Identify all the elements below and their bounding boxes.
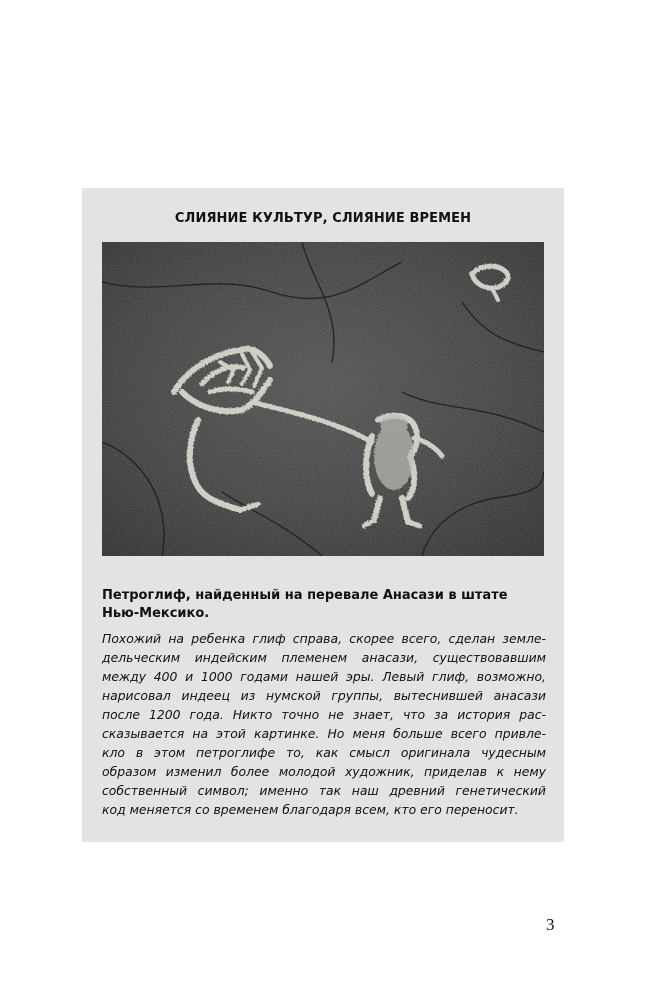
caption-line: между 400 и 1000 годами нашей эры. Левый глиф, возможно, — [102, 669, 546, 684]
caption-line: дельческим индейским племенем анасази, существовавшим — [102, 650, 546, 665]
caption-body — [102, 629, 546, 819]
petroglyph-image — [102, 242, 544, 556]
box-title: СЛИЯНИЕ КУЛЬТУР, СЛИЯНИЕ ВРЕМЕН — [174, 211, 472, 226]
caption-line: кло в этом петроглифе то, как смысл оригинала чудесным — [102, 745, 546, 760]
caption-lead: Петроглиф, найденный на перевале Анасази в штате Нью-Мексико. — [102, 588, 508, 621]
caption-line: Похожий на ребенка глиф справа, скорее всего, сделан земле- — [102, 631, 546, 646]
page-number: 3 — [546, 915, 555, 934]
caption-line: собственный символ; именно так наш древний генетический — [102, 783, 546, 798]
caption-line: нарисовал индеец из нумской группы, вытеснившей анасази — [102, 688, 546, 703]
caption-line: код меняется со временем благодаря всем, кто его переносит. — [102, 802, 519, 817]
caption-line: после 1200 года. Никто точно не знает, что за история рас- — [102, 707, 546, 722]
sidebar-box — [82, 188, 564, 842]
caption-line: сказывается на этой картинке. Но меня больше всего привле- — [102, 726, 546, 741]
petroglyph-photo — [102, 242, 544, 556]
caption-line: образом изменил более молодой художник, приделав к нему — [102, 764, 546, 779]
